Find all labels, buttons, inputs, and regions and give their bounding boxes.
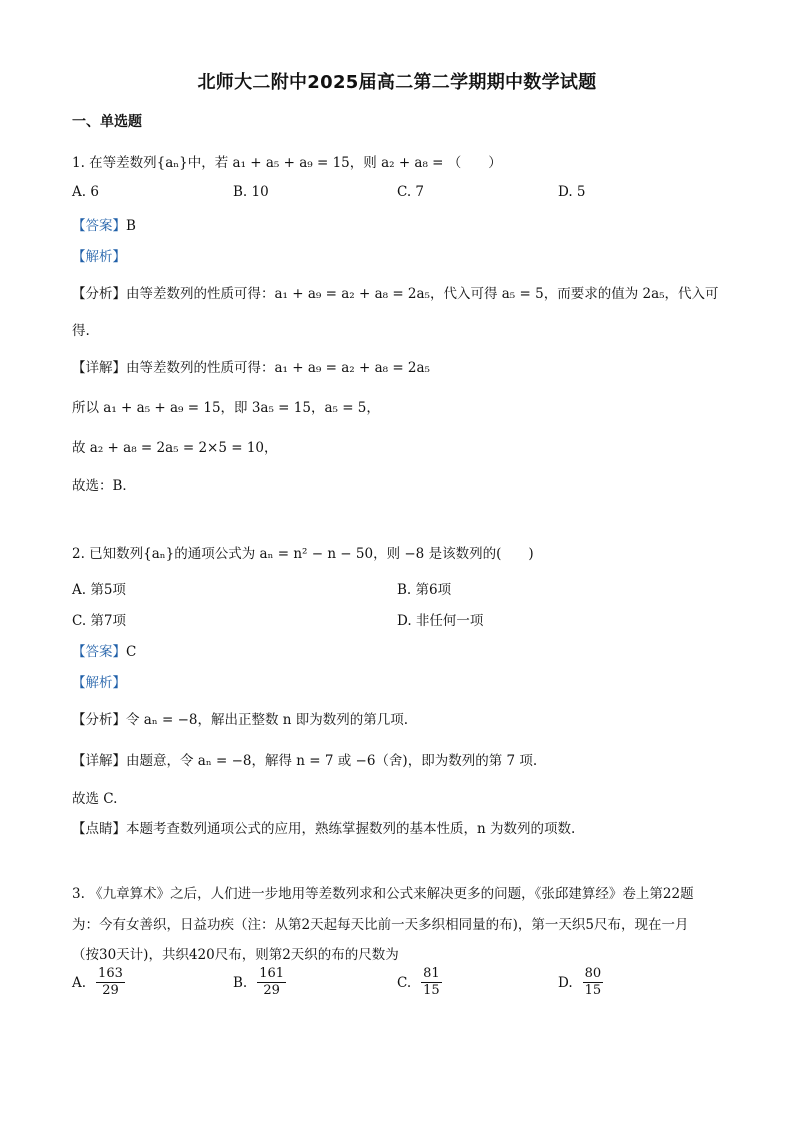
q3-option-a: [72, 966, 125, 999]
q2-fenxi: [72, 708, 408, 728]
fraction: [96, 966, 125, 999]
q2-answer: [72, 640, 136, 660]
xiangjie-text: 由题意，令 aₙ = −8，解得 n = 7 或 −6（舍)，即为数列的第 7 项.: [126, 753, 538, 769]
fraction: [421, 966, 442, 999]
numerator: 163: [98, 966, 123, 981]
q1-fenxi-line-2: 得.: [72, 323, 90, 339]
option-letter: C.: [397, 974, 412, 991]
q3-option-b: [233, 966, 286, 999]
question-2-stem: 2. 已知数列{aₙ}的通项公式为 aₙ = n² − n − 50，则 −8 是该数列的( ): [72, 546, 534, 562]
xiangjie-tag: 【详解】: [72, 360, 126, 376]
option-letter: B.: [233, 974, 248, 991]
q2-xiangjie: [72, 749, 537, 769]
answer-value: C: [126, 644, 137, 660]
denominator: 29: [102, 983, 119, 998]
denominator: 29: [263, 983, 280, 998]
q3-option-c: [397, 966, 442, 999]
q2-option-b: B. 第6项: [397, 582, 452, 598]
question-3-stem-line-3: （按30天计)，共织420尺布，则第2天织的布的尺数为: [72, 947, 399, 963]
q1-option-c: C. 7: [397, 184, 425, 200]
option-letter: A.: [72, 974, 87, 991]
q1-step-1: 所以 a₁ + a₅ + a₉ = 15，即 3a₅ = 15，a₅ = 5，: [72, 400, 380, 416]
answer-value: B: [126, 218, 136, 234]
denominator: 15: [423, 983, 440, 998]
dianjing-tag: 【点睛】: [72, 821, 126, 837]
numerator: 161: [259, 966, 285, 981]
denominator: 15: [584, 983, 602, 998]
fenxi-text: 令 aₙ = −8，解出正整数 n 即为数列的第几项.: [126, 712, 409, 728]
q1-step-2: 故 a₂ + a₈ = 2a₅ = 2×5 = 10，: [72, 440, 278, 456]
q1-option-d: D. 5: [558, 184, 586, 200]
q3-option-d: [558, 966, 603, 999]
question-1-stem: 1. 在等差数列{aₙ}中，若 a₁ + a₅ + a₉ = 15，则 a₂ + a₈ = （ ）: [72, 155, 502, 171]
section-heading: 一、单选题: [72, 114, 142, 130]
xiangjie-text: 由等差数列的性质可得：a₁ + a₉ = a₂ + a₈ = 2a₅: [126, 360, 430, 376]
q1-step-3: 故选：B．: [72, 478, 136, 494]
answer-tag: 【答案】: [72, 644, 126, 660]
fenxi-tag: 【分析】: [72, 286, 126, 302]
q2-dianjing: [72, 817, 575, 837]
q1-option-b: B. 10: [233, 184, 269, 200]
q1-answer: [72, 214, 136, 234]
option-letter: D.: [558, 974, 573, 991]
q2-option-d: D. 非任何一项: [397, 613, 484, 629]
q2-option-a: A. 第5项: [72, 582, 126, 598]
fraction: [583, 966, 604, 999]
q1-analysis-tag: 【解析】: [72, 249, 126, 265]
question-3-stem-line-2: 为：今有女善织，日益功疾（注：从第2天起每天比前一天多织相同量的布)，第一天织5尺布，现在一月: [72, 917, 689, 933]
question-3-stem-line-1: 3. 《九章算术》之后，人们进一步地用等差数列求和公式来解决更多的问题，《张邱建算经》卷上第22题: [72, 886, 694, 902]
xiangjie-tag: 【详解】: [72, 753, 126, 769]
fenxi-tag: 【分析】: [72, 712, 126, 728]
dianjing-text: 本题考查数列通项公式的应用，熟练掌握数列的基本性质，n 为数列的项数.: [126, 821, 576, 837]
fenxi-text: 由等差数列的性质可得：a₁ + a₉ = a₂ + a₈ = 2a₅，代入可得 a₅ = 5，而要求的值为 2a₅，代入可: [126, 286, 719, 302]
answer-tag: 【答案】: [72, 218, 126, 234]
q1-fenxi-line-1: [72, 282, 719, 302]
numerator: 80: [584, 966, 602, 981]
q2-analysis-tag: 【解析】: [72, 675, 126, 691]
q2-option-c: C. 第7项: [72, 613, 127, 629]
numerator: 81: [423, 966, 440, 981]
page-title: 北师大二附中2025届高二第二学期期中数学试题: [197, 72, 597, 93]
q2-conclusion: 故选 C.: [72, 791, 118, 807]
fraction: [257, 966, 286, 999]
q1-xiangjie: [72, 356, 430, 376]
q1-option-a: A. 6: [72, 184, 99, 200]
